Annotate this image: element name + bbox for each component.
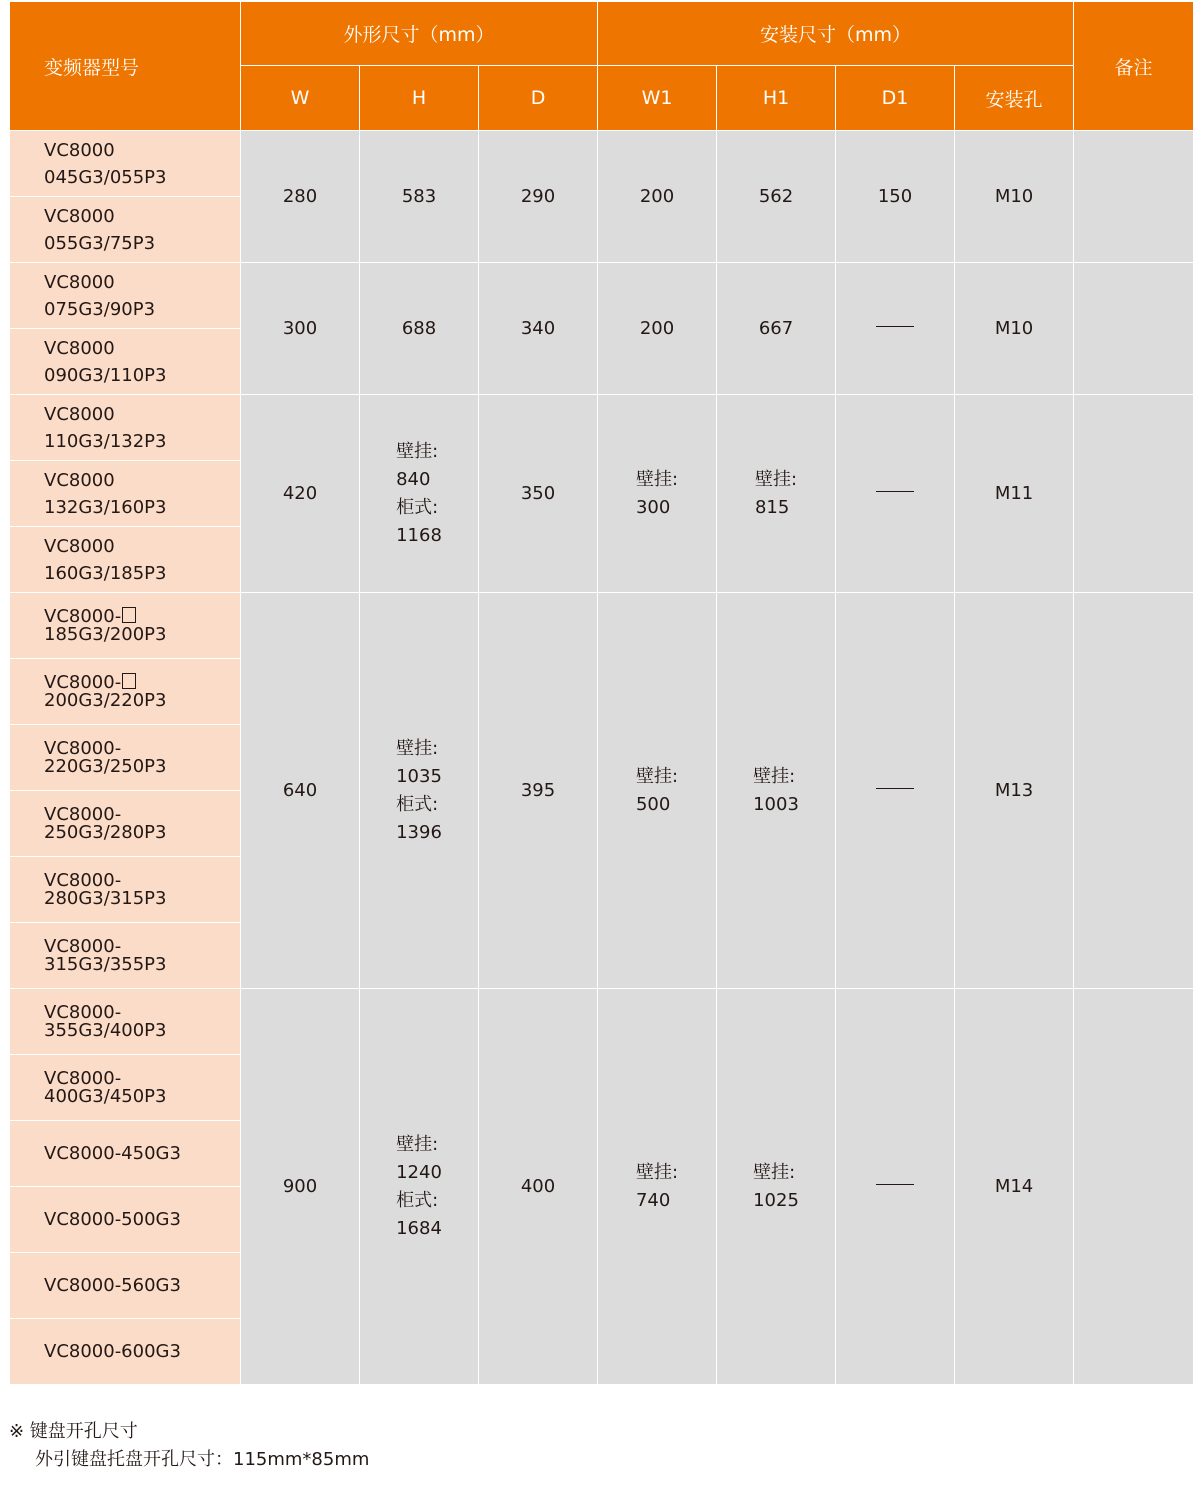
model-name-part: VC8000- bbox=[44, 803, 122, 825]
h-cell-line: 柜式: bbox=[396, 793, 439, 815]
h1-cell-line: 562 bbox=[758, 186, 794, 207]
hole-cell bbox=[955, 395, 1074, 593]
model-name-part: VC8000 bbox=[44, 535, 115, 557]
model-variant: 200G3/220P3 bbox=[44, 690, 167, 711]
table-row bbox=[10, 263, 1194, 329]
d-cell-value: 290 bbox=[520, 186, 556, 207]
h-cell-line: 840 bbox=[396, 468, 431, 490]
model-cell bbox=[10, 1055, 241, 1121]
model-name-part: VC8000- bbox=[44, 1067, 122, 1089]
w1-cell bbox=[598, 263, 717, 395]
model-name-part: VC8000-450G3 bbox=[44, 1143, 181, 1164]
header-hole: 安装孔 bbox=[955, 66, 1074, 131]
w1-cell-line: 壁挂: bbox=[635, 765, 679, 787]
d-cell bbox=[479, 989, 598, 1385]
model-variant: 132G3/160P3 bbox=[44, 496, 167, 518]
model-cell bbox=[10, 461, 241, 527]
d-cell bbox=[479, 593, 598, 989]
header-remark: 备注 bbox=[1074, 2, 1194, 131]
h-cell bbox=[360, 395, 479, 593]
header-d: D bbox=[479, 66, 598, 131]
model-variant: 110G3/132P3 bbox=[44, 430, 167, 452]
w-cell-value: 640 bbox=[282, 780, 318, 801]
keyboard-note bbox=[9, 1418, 369, 1474]
table-row bbox=[10, 593, 1194, 659]
h-cell-line: 壁挂: bbox=[396, 737, 439, 759]
header-outer-dimensions: 外形尺寸（mm） bbox=[241, 2, 598, 66]
remark-cell bbox=[1074, 593, 1194, 989]
model-cell bbox=[10, 1319, 241, 1385]
hole-cell-value: M10 bbox=[994, 318, 1034, 339]
d-cell-value: 400 bbox=[520, 1176, 556, 1197]
model-name-part: VC8000-600G3 bbox=[44, 1341, 181, 1362]
w-cell bbox=[241, 395, 360, 593]
w-cell-value: 420 bbox=[282, 483, 318, 504]
h-cell bbox=[360, 593, 479, 989]
dash-line-icon bbox=[876, 326, 914, 327]
hole-cell-value: M13 bbox=[994, 780, 1034, 801]
table-body bbox=[10, 131, 1194, 1385]
w-cell bbox=[241, 131, 360, 263]
h1-cell bbox=[717, 131, 836, 263]
model-name-part: VC8000- bbox=[44, 672, 122, 693]
hole-cell bbox=[955, 593, 1074, 989]
d1-cell bbox=[836, 395, 955, 593]
model-cell bbox=[10, 791, 241, 857]
d-cell bbox=[479, 395, 598, 593]
d-cell bbox=[479, 131, 598, 263]
remark-cell bbox=[1074, 131, 1194, 263]
model-name-part: VC8000 bbox=[44, 205, 115, 227]
w1-cell bbox=[598, 395, 717, 593]
model-cell bbox=[10, 131, 241, 197]
model-variant: 400G3/450P3 bbox=[44, 1085, 167, 1107]
model-cell bbox=[10, 923, 241, 989]
w1-cell bbox=[598, 593, 717, 989]
model-name-part: VC8000 bbox=[44, 469, 115, 491]
h1-cell-line: 1003 bbox=[753, 793, 799, 815]
w1-cell-line: 740 bbox=[635, 1189, 671, 1211]
d-cell-value: 395 bbox=[520, 780, 556, 801]
w1-cell-line: 200 bbox=[639, 318, 675, 339]
model-cell bbox=[10, 593, 241, 659]
dash-line-icon bbox=[876, 1184, 914, 1185]
model-variant: 220G3/250P3 bbox=[44, 755, 167, 777]
model-cell bbox=[10, 989, 241, 1055]
model-name-part: VC8000-560G3 bbox=[44, 1275, 181, 1296]
model-variant: 055G3/75P3 bbox=[44, 232, 156, 254]
w1-cell-line: 壁挂: bbox=[635, 1161, 679, 1183]
w1-cell-line: 300 bbox=[635, 496, 671, 518]
h1-cell-line: 1025 bbox=[753, 1189, 799, 1211]
model-name-part: VC8000-500G3 bbox=[44, 1209, 181, 1230]
table-row bbox=[10, 989, 1194, 1055]
h-cell-line: 1684 bbox=[396, 1217, 442, 1239]
header-w: W bbox=[241, 66, 360, 131]
model-cell bbox=[10, 329, 241, 395]
model-name-part: VC8000- bbox=[44, 1001, 122, 1023]
w-cell bbox=[241, 593, 360, 989]
d1-cell bbox=[836, 989, 955, 1385]
h-cell-line: 柜式: bbox=[396, 496, 439, 518]
model-name-part: VC8000 bbox=[44, 271, 115, 293]
table-row bbox=[10, 395, 1194, 461]
model-variant: 355G3/400P3 bbox=[44, 1019, 167, 1041]
model-name-part: VC8000 bbox=[44, 337, 115, 359]
model-name-part: VC8000 bbox=[44, 139, 115, 161]
remark-cell bbox=[1074, 263, 1194, 395]
model-cell bbox=[10, 1121, 241, 1187]
hole-cell bbox=[955, 263, 1074, 395]
dash-line-icon bbox=[876, 788, 914, 789]
model-name-part: VC8000- bbox=[44, 935, 122, 957]
h1-cell-line: 壁挂: bbox=[753, 1161, 796, 1183]
model-cell bbox=[10, 1187, 241, 1253]
h-cell-line: 柜式: bbox=[396, 1189, 439, 1211]
w-cell-value: 280 bbox=[282, 186, 318, 207]
header-d1: D1 bbox=[836, 66, 955, 131]
hole-cell-value: M10 bbox=[994, 186, 1034, 207]
model-name-part: VC8000- bbox=[44, 737, 122, 759]
model-cell bbox=[10, 527, 241, 593]
hole-cell bbox=[955, 131, 1074, 263]
h-cell bbox=[360, 989, 479, 1385]
w1-cell-line: 500 bbox=[635, 793, 671, 815]
placeholder-box-icon bbox=[122, 607, 136, 623]
hole-cell-value: M11 bbox=[994, 483, 1034, 504]
d-cell-value: 340 bbox=[520, 318, 556, 339]
model-variant: 250G3/280P3 bbox=[44, 821, 167, 843]
d-cell-value: 350 bbox=[520, 483, 556, 504]
hole-cell bbox=[955, 989, 1074, 1385]
h1-cell-line: 壁挂: bbox=[754, 468, 798, 490]
h-cell-line: 583 bbox=[401, 186, 437, 207]
note-title: ※ 键盘开孔尺寸 bbox=[9, 1421, 138, 1442]
d1-cell bbox=[836, 263, 955, 395]
model-cell bbox=[10, 1253, 241, 1319]
d1-cell bbox=[836, 593, 955, 989]
remark-cell bbox=[1074, 395, 1194, 593]
table-row bbox=[10, 131, 1194, 197]
model-cell bbox=[10, 659, 241, 725]
d1-cell bbox=[836, 131, 955, 263]
w-cell bbox=[241, 263, 360, 395]
h1-cell bbox=[717, 263, 836, 395]
h-cell-line: 1035 bbox=[396, 765, 442, 787]
header-w1: W1 bbox=[598, 66, 717, 131]
w1-cell-line: 200 bbox=[639, 186, 675, 207]
model-variant: 090G3/110P3 bbox=[44, 364, 167, 386]
model-name-part: VC8000- bbox=[44, 869, 122, 891]
h1-cell-line: 壁挂: bbox=[753, 765, 796, 787]
w-cell-value: 300 bbox=[282, 318, 318, 339]
h1-cell bbox=[717, 395, 836, 593]
model-cell bbox=[10, 725, 241, 791]
dimension-table bbox=[9, 1, 1194, 1385]
model-variant: 280G3/315P3 bbox=[44, 887, 167, 909]
header-model: 变频器型号 bbox=[10, 2, 241, 131]
model-variant: 045G3/055P3 bbox=[44, 166, 167, 188]
model-variant: 075G3/90P3 bbox=[44, 298, 156, 320]
model-variant: 185G3/200P3 bbox=[44, 624, 167, 645]
h1-cell bbox=[717, 989, 836, 1385]
h-cell bbox=[360, 263, 479, 395]
h-cell bbox=[360, 131, 479, 263]
d1-cell-value: 150 bbox=[877, 186, 913, 207]
w-cell bbox=[241, 989, 360, 1385]
model-variant: 160G3/185P3 bbox=[44, 562, 167, 584]
w1-cell-line: 壁挂: bbox=[635, 468, 679, 490]
note-detail: 外引键盘托盘开孔尺寸：115mm*85mm bbox=[35, 1449, 370, 1470]
h-cell-line: 1168 bbox=[396, 524, 442, 546]
w1-cell bbox=[598, 131, 717, 263]
placeholder-box-icon bbox=[122, 673, 136, 689]
header-install-dimensions: 安装尺寸（mm） bbox=[598, 2, 1074, 66]
h-cell-line: 1240 bbox=[396, 1161, 442, 1183]
h-cell-line: 壁挂: bbox=[396, 440, 439, 462]
h1-cell bbox=[717, 593, 836, 989]
dash-line-icon bbox=[876, 491, 914, 492]
hole-cell-value: M14 bbox=[994, 1176, 1034, 1197]
model-variant: 315G3/355P3 bbox=[44, 953, 167, 975]
w-cell-value: 900 bbox=[282, 1176, 318, 1197]
remark-cell bbox=[1074, 989, 1194, 1385]
h-cell-line: 688 bbox=[401, 318, 437, 339]
model-cell bbox=[10, 197, 241, 263]
model-name-part: VC8000 bbox=[44, 403, 115, 425]
model-cell bbox=[10, 263, 241, 329]
model-name-part: VC8000- bbox=[44, 606, 122, 627]
model-cell bbox=[10, 395, 241, 461]
h1-cell-line: 815 bbox=[754, 496, 790, 518]
h1-cell-line: 667 bbox=[758, 318, 794, 339]
header-h1: H1 bbox=[717, 66, 836, 131]
h-cell-line: 1396 bbox=[396, 821, 442, 843]
h-cell-line: 壁挂: bbox=[396, 1133, 439, 1155]
w1-cell bbox=[598, 989, 717, 1385]
d-cell bbox=[479, 263, 598, 395]
model-cell bbox=[10, 857, 241, 923]
header-h: H bbox=[360, 66, 479, 131]
